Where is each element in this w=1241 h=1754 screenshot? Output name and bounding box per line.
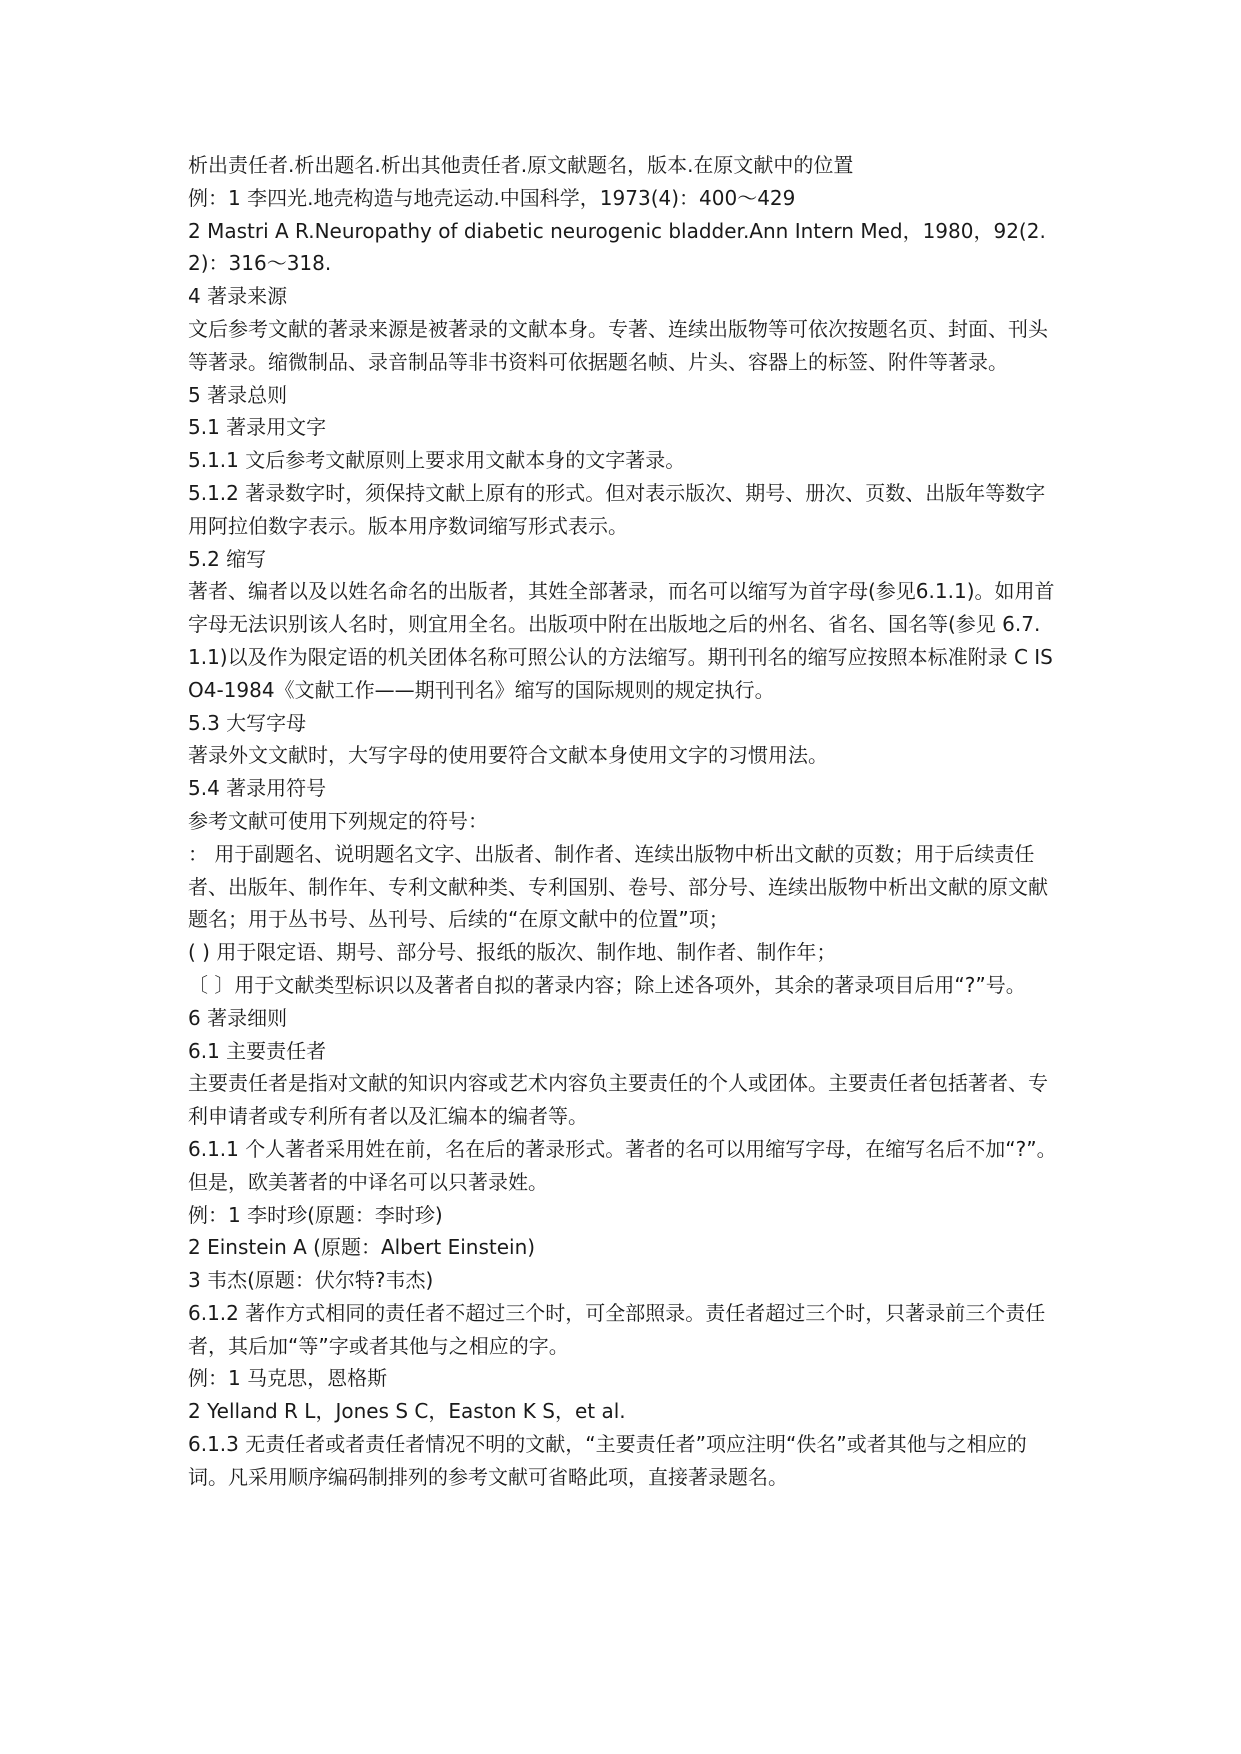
text-line: 2 Mastri A R.Neuropathy of diabetic neurogenic bladder.Ann Intern Med，1980，92(2.2)：316～318.: [188, 218, 1046, 276]
paragraph: 主要责任者是指对文献的知识内容或艺术内容负主要责任的个人或团体。主要责任者包括著者、专利申请者或专利所有者以及汇编本的编者等。: [188, 1071, 1048, 1129]
paragraph: ： 用于副题名、说明题名文字、出版者、制作者、连续出版物中析出文献的页数；用于后续责任者、出版年、制作年、专利文献种类、专利国别、卷号、部分号、连续出版物中析出文献的原文献题名；用于丛书号、丛刊号、后续的“在原文献中的位置”项；: [188, 841, 1048, 932]
section-heading: 5.2 缩写: [188, 546, 267, 571]
paragraph: 5.1.2 著录数字时，须保持文献上原有的形式。但对表示版次、期号、册次、页数、出版年等数字用阿拉伯数字表示。版本用序数词缩写形式表示。: [188, 480, 1046, 538]
text-line: 例：1 李四光.地壳构造与地壳运动.中国科学，1973(4)：400～429: [188, 185, 796, 210]
text-line: 2 Yelland R L，Jones S C，Easton K S，et al.: [188, 1399, 626, 1424]
document-body: [188, 149, 1058, 1494]
section-heading: 5.3 大写字母: [188, 710, 307, 735]
text-line: 3 韦杰(原题：伏尔特?韦杰): [188, 1268, 434, 1293]
section-heading: 4 著录来源: [188, 284, 288, 309]
paragraph: ( ) 用于限定语、期号、部分号、报纸的版次、制作地、制作者、制作年；: [188, 940, 837, 965]
paragraph: 6.1.3 无责任者或者责任者情况不明的文献，“主要责任者”项应注明“佚名”或者其他与之相应的词。凡采用顺序编码制排列的参考文献可省略此项，直接著录题名。: [188, 1432, 1027, 1489]
paragraph: 著录外文文献时，大写字母的使用要符合文献本身使用文字的习惯用法。: [188, 743, 828, 768]
section-heading: 5.4 著录用符号: [188, 776, 327, 801]
paragraph: 6.1.2 著作方式相同的责任者不超过三个时，可全部照录。责任者超过三个时，只著录前三个责任者，其后加“等”字或者其他与之相应的字。: [188, 1300, 1046, 1358]
section-heading: 5.1 著录用文字: [188, 415, 327, 440]
paragraph: 著者、编者以及以姓名命名的出版者，其姓全部著录，而名可以缩写为首字母(参见6.1.1)。如用首字母无法识别该人名时，则宜用全名。出版项中附在出版地之后的州名、省名、国名等(参见 6.7.1.1)以及作为限定语的机关团体名称可照公认的方法缩写。期刊刊名的缩写应按照本标准附录 C ISO4-1984《文献工作——期刊刊名》缩写的国际规则的规定执行。: [188, 579, 1055, 702]
text-line: 2 Einstein A (原题：Albert Einstein): [188, 1235, 536, 1260]
section-heading: 6.1 主要责任者: [188, 1038, 327, 1063]
text-line: 析出责任者.析出题名.析出其他责任者.原文献题名，版本.在原文献中的位置: [188, 153, 854, 177]
section-heading: 6 著录细则: [188, 1005, 288, 1030]
paragraph: 参考文献可使用下列规定的符号：: [188, 808, 488, 833]
text-line: 例：1 李时珍(原题：李时珍): [188, 1202, 443, 1227]
section-heading: 5 著录总则: [188, 382, 288, 407]
paragraph: 5.1.1 文后参考文献原则上要求用文献本身的文字著录。: [188, 448, 686, 473]
paragraph: 文后参考文献的著录来源是被著录的文献本身。专著、连续出版物等可依次按题名页、封面、刊头等著录。缩微制品、录音制品等非书资料可依据题名帧、片头、容器上的标签、附件等著录。: [188, 316, 1048, 374]
paragraph: 6.1.1 个人著者采用姓在前，名在后的著录形式。著者的名可以用缩写字母，在缩写名后不加“?”。但是，欧美著者的中译名可以只著录姓。: [188, 1136, 1057, 1194]
text-line: 例：1 马克思，恩格斯: [188, 1366, 388, 1391]
paragraph: 〔 〕用于文献类型标识以及著者自拟的著录内容；除上述各项外，其余的著录项目后用“?”号。: [188, 972, 1026, 997]
